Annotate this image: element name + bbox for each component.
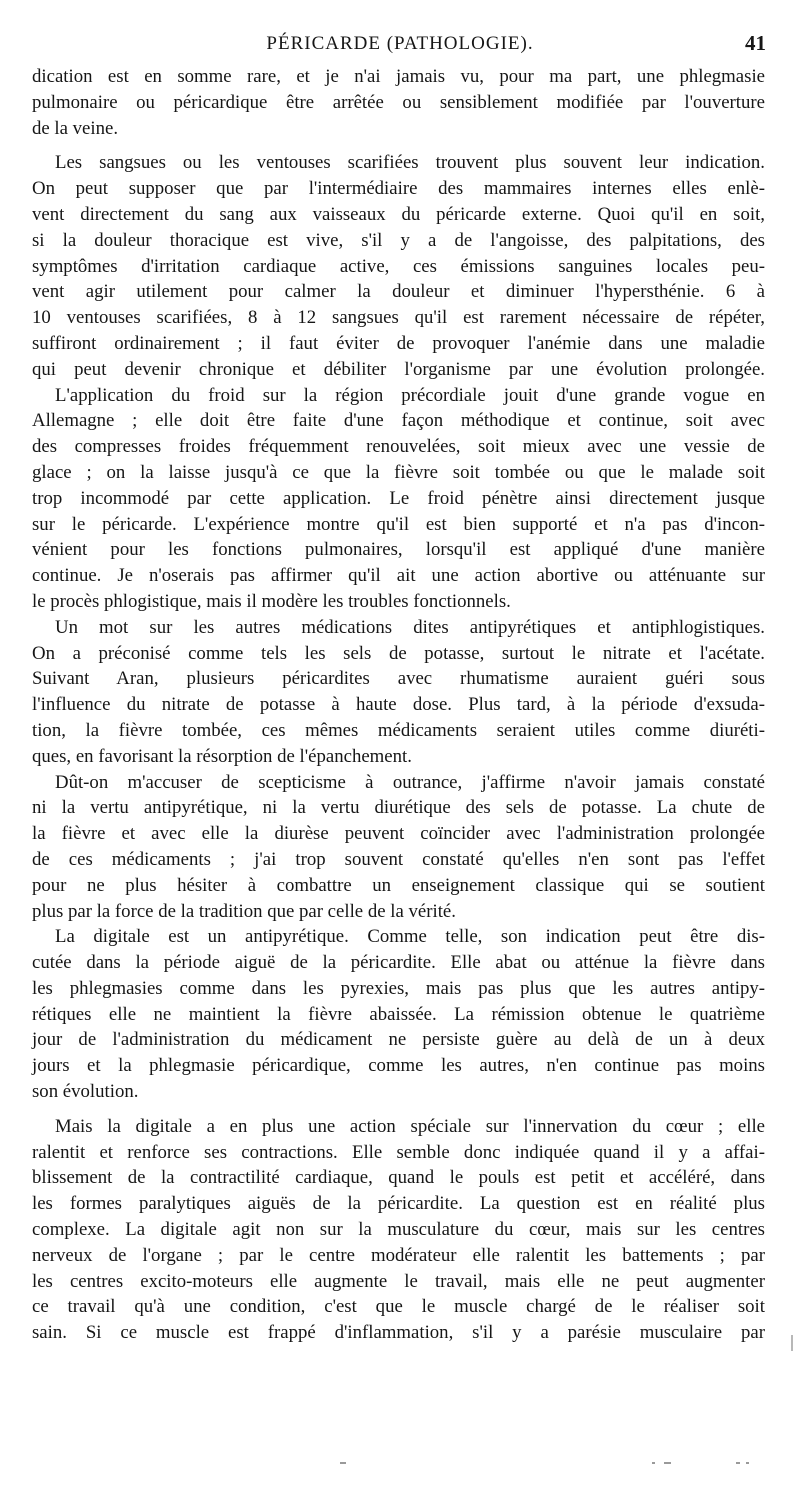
paragraph-continuation bbox=[32, 64, 765, 141]
text-line: pour ne plus hésiter à combattre un enseignement classique qui se soutient bbox=[32, 874, 765, 896]
body-text bbox=[32, 64, 765, 1346]
running-title: PÉRICARDE (PATHOLOGIE). bbox=[266, 33, 534, 54]
margin-mark bbox=[791, 1335, 793, 1351]
text-line: dication est en somme rare, et je n'ai jamais vu, pour ma part, une phlegmasie bbox=[32, 66, 765, 87]
scan-mark bbox=[746, 1462, 749, 1464]
text-line: vent directement du sang aux vaisseaux du péricarde externe. Quoi qu'il en soit, bbox=[32, 203, 765, 225]
text-line: glace ; on la laisse jusqu'à ce que la fièvre soit tombée ou que le malade soit bbox=[32, 461, 765, 483]
text-line: continue. Je n'oserais pas affirmer qu'il ait une action abortive ou atténuante sur bbox=[32, 565, 765, 587]
text-line: son évolution. bbox=[32, 1081, 139, 1103]
text-line: si la douleur thoracique est vive, s'il y a de l'angoisse, des palpitations, des bbox=[32, 229, 765, 251]
paragraph-digitale bbox=[32, 924, 765, 1105]
text-line: Les sangsues ou les ventouses scarifiées trouvent plus souvent leur indication. bbox=[55, 152, 765, 174]
text-line: Allemagne ; elle doit être faite d'une façon méthodique et continue, soit avec bbox=[32, 410, 765, 432]
text-line: sur le péricarde. L'expérience montre qu'il est bien supporté et n'a pas d'incon- bbox=[32, 513, 765, 535]
text-line: trop incommodé par cette application. Le froid pénètre ainsi directement jusque bbox=[32, 487, 765, 509]
text-line: tion, la fièvre tombée, ces mêmes médicaments seraient utiles comme diuréti- bbox=[32, 719, 765, 741]
text-line: sain. Si ce muscle est frappé d'inflammation, s'il y a parésie musculaire par bbox=[32, 1322, 765, 1344]
text-line: ques, en favorisant la résorption de l'épanchement. bbox=[32, 745, 412, 767]
paragraph-sangsues bbox=[32, 150, 765, 382]
scan-mark bbox=[736, 1462, 740, 1464]
text-line: blissement de la contractilité cardiaque, quand le pouls est petit et accéléré, dans bbox=[32, 1167, 765, 1189]
text-line: symptômes d'irritation cardiaque active, ces émissions sanguines locales peu- bbox=[32, 255, 765, 277]
page-bottom-marks bbox=[0, 1456, 800, 1470]
text-line: cutée dans la période aiguë de la péricardite. Elle abat ou atténue la fièvre dans bbox=[32, 952, 765, 974]
text-line: ce travail qu'à une condition, c'est que le muscle chargé de le réaliser soit bbox=[32, 1296, 765, 1318]
text-line: complexe. La digitale agit non sur la musculature du cœur, mais sur les centres bbox=[32, 1219, 765, 1241]
paragraph-scepticisme bbox=[32, 770, 765, 925]
text-line: plus par la force de la tradition que par celle de la vérité. bbox=[32, 900, 456, 922]
text-line: le procès phlogistique, mais il modère les troubles fonctionnels. bbox=[32, 590, 511, 612]
text-line: La digitale est un antipyrétique. Comme telle, son indication peut être dis- bbox=[55, 926, 765, 948]
text-line: des compresses froides fréquemment renouvelées, soit mieux avec une vessie de bbox=[32, 436, 765, 458]
text-line: jour de l'administration du médicament ne persiste guère au delà de un à deux bbox=[32, 1029, 765, 1051]
paragraph-froid bbox=[32, 383, 765, 615]
text-line: la fièvre et avec elle la diurèse peuvent coïncider avec l'administration prolongée bbox=[32, 823, 765, 845]
text-line: de ces médicaments ; j'ai trop souvent constaté qu'elles n'en sont pas l'effet bbox=[32, 848, 765, 870]
text-line: pulmonaire ou péricardique être arrêtée ou sensiblement modifiée par l'ouverture bbox=[32, 91, 765, 113]
paragraph-medications bbox=[32, 615, 765, 770]
text-line: les phlegmasies comme dans les pyrexies, mais pas plus que les autres antipy- bbox=[32, 977, 765, 999]
page-number: 41 bbox=[745, 31, 766, 55]
text-line: On peut supposer que par l'intermédiaire des mammaires internes elles enlè- bbox=[32, 178, 765, 200]
text-line: On a préconisé comme tels les sels de potasse, surtout le nitrate et l'acétate. bbox=[32, 642, 765, 664]
text-line: L'application du froid sur la région précordiale jouit d'une grande vogue en bbox=[55, 384, 765, 406]
text-line: rétiques elle ne maintient la fièvre abaissée. La rémission obtenue le quatrième bbox=[32, 1003, 765, 1025]
text-line: suffiront ordinairement ; il faut éviter de provoquer l'anémie dans une maladie bbox=[32, 332, 765, 354]
text-line: 10 ventouses scarifiées, 8 à 12 sangsues qu'il est rarement nécessaire de répéter, bbox=[32, 307, 765, 329]
text-line: qui peut devenir chronique et débiliter l'organisme par une évolution prolongée. bbox=[32, 358, 765, 380]
running-header bbox=[32, 30, 768, 58]
paragraph-innervation bbox=[32, 1114, 765, 1346]
scan-mark bbox=[664, 1462, 671, 1464]
text-line: les centres excito-moteurs elle augmente le travail, mais elle ne peut augmenter bbox=[32, 1270, 765, 1292]
text-line: de la veine. bbox=[32, 117, 119, 139]
text-line: ralentit et renforce ses contractions. Elle semble donc indiquée quand il y a affai- bbox=[32, 1141, 765, 1163]
text-line: l'influence du nitrate de potasse à haute dose. Plus tard, à la période d'exsuda- bbox=[32, 694, 765, 716]
scan-mark bbox=[652, 1462, 655, 1464]
text-line: Dût-on m'accuser de scepticisme à outrance, j'affirme n'avoir jamais constaté bbox=[55, 771, 765, 793]
text-line: jours et la phlegmasie péricardique, comme les autres, n'en continue pas moins bbox=[32, 1055, 765, 1077]
scan-mark bbox=[340, 1462, 346, 1464]
text-line: nerveux de l'organe ; par le centre modérateur elle ralentit les battements ; par bbox=[32, 1244, 765, 1266]
text-line: vénient pour les fonctions pulmonaires, lorsqu'il est appliqué d'une manière bbox=[32, 539, 765, 561]
text-line: les formes paralytiques aiguës de la péricardite. La question est en réalité plus bbox=[32, 1193, 765, 1215]
text-line: ni la vertu antipyrétique, ni la vertu diurétique des sels de potasse. La chute de bbox=[32, 797, 765, 819]
text-line: Un mot sur les autres médications dites antipyrétiques et antiphlogistiques. bbox=[55, 616, 765, 638]
text-line: Suivant Aran, plusieurs péricardites avec rhumatisme auraient guéri sous bbox=[32, 668, 765, 690]
text-line: vent agir utilement pour calmer la douleur et diminuer l'hypersthénie. 6 à bbox=[32, 281, 765, 303]
text-line: Mais la digitale a en plus une action spéciale sur l'innervation du cœur ; elle bbox=[55, 1115, 765, 1137]
